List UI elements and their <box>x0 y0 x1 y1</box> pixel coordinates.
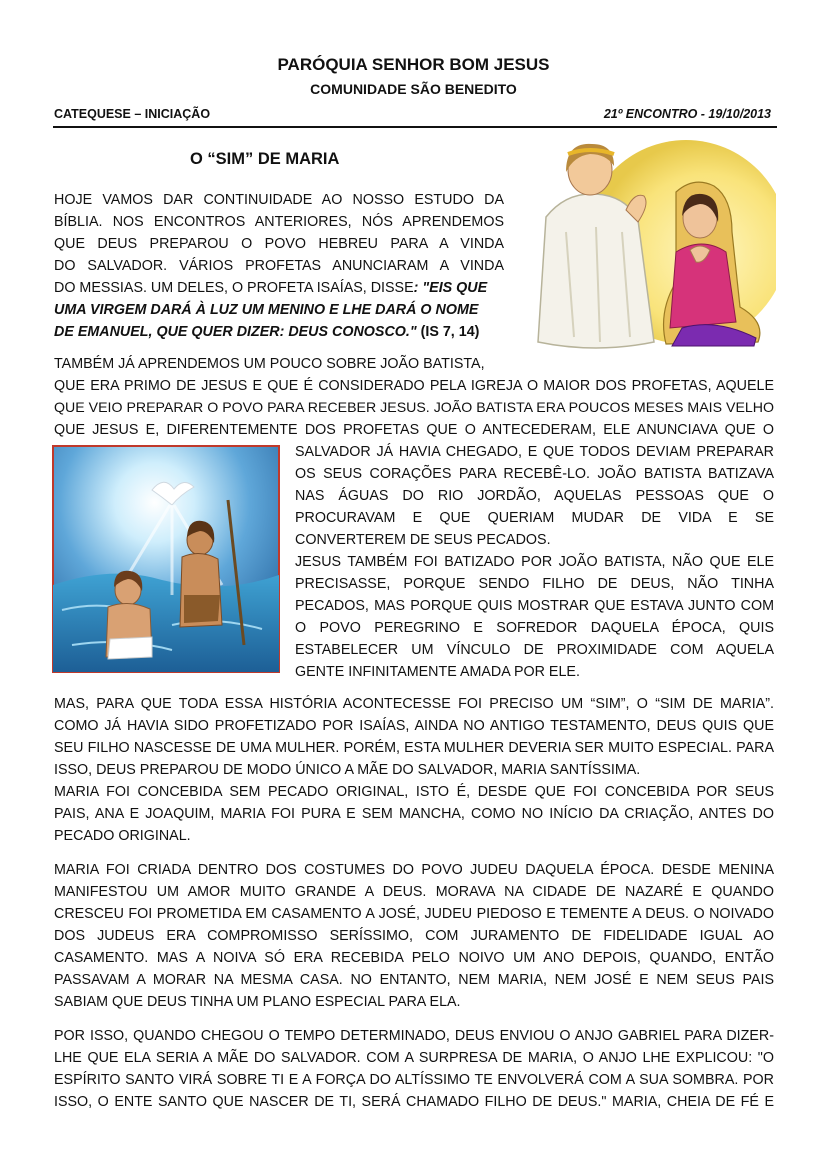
annunciation-illustration <box>526 132 776 357</box>
meeting-date-label: 21º ENCONTRO - 19/10/2013 <box>603 107 771 121</box>
paragraph-2-line-3: QUE VEIO PREPARAR O POVO PARA RECEBER JESUS. JOÃO BATISTA ERA POUCOS MESES MAIS VELHO <box>54 400 774 416</box>
paragraph-1-line-3: QUE DEUS PREPAROU O POVO HEBREU PARA A VINDA <box>54 236 504 252</box>
paragraph-1-line-5 <box>54 278 487 298</box>
paragraph-2-line-5: SALVADOR JÁ HAVIA CHEGADO, E QUE TODOS DEVIAM PREPARAR <box>295 444 774 460</box>
paragraph-3-line-5: ESTABELECER UM VÍNCULO DE PROXIMIDADE COM AQUELA <box>295 642 774 658</box>
paragraph-5-line-5: CASAMENTO. MAS A NOIVA SÓ ERA RECEBIDA PELO NOIVO UM ANO DEPOIS, QUANDO, ENTÃO <box>54 950 774 966</box>
quote-line-1: : "EIS QUE <box>413 280 488 296</box>
lesson-title: O “SIM” DE MARIA <box>190 150 340 168</box>
paragraph-1-line-1: HOJE VAMOS DAR CONTINUIDADE AO NOSSO ESTUDO DA <box>54 192 504 208</box>
paragraph-2-line-6: OS SEUS CORAÇÕES PARA RECEBÊ-LO. JOÃO BATISTA BATIZAVA <box>295 466 774 482</box>
paragraph-5-line-7: SABIAM QUE DEUS TINHA UM PLANO ESPECIAL PARA ELA. <box>54 994 461 1010</box>
paragraph-1-line-2: BÍBLIA. NOS ENCONTROS ANTERIORES, NÓS APRENDEMOS <box>54 214 504 230</box>
paragraph-4-line-6: PAIS, ANA E JOAQUIM, MARIA FOI PURA E SEM MANCHA, COMO NO INÍCIO DA CRIAÇÃO, ANTES DO <box>54 806 774 822</box>
baptism-illustration <box>52 445 280 673</box>
community-subtitle: COMUNIDADE SÃO BENEDITO <box>310 81 517 97</box>
quote-line-3: DE EMANUEL, QUE QUER DIZER: DEUS CONOSCO." <box>54 324 417 340</box>
paragraph-2-line-8: PROCURAVAM E QUE QUERIAM MUDAR DE VIDA E SE <box>295 510 774 526</box>
header-divider <box>53 126 777 128</box>
paragraph-4-line-4: ISSO, DEUS PREPAROU DE MODO ÚNICO A MÃE DO SALVADOR, MARIA SANTÍSSIMA. <box>54 762 641 778</box>
paragraph-3-line-3: PECADOS, MAS PORQUE QUIS MOSTRAR QUE ESTAVA JUNTO COM <box>295 598 774 614</box>
paragraph-4-line-2: COMO JÁ HAVIA SIDO PROFETIZADO POR ISAÍAS, AINDA NO ANTIGO TESTAMENTO, DEUS QUIS QUE <box>54 718 774 734</box>
paragraph-3-line-6: GENTE INFINITAMENTE AMADA POR ELE. <box>295 664 580 680</box>
paragraph-2-line-9: CONVERTEREM DE SEUS PECADOS. <box>295 532 551 548</box>
paragraph-4-line-3: SEU FILHO NASCESSE DE UMA MULHER. PORÉM, ESTA MULHER DEVERIA SER MUITO ESPECIAL. PARA <box>54 740 774 756</box>
paragraph-6-line-3: ESPÍRITO SANTO VIRÁ SOBRE TI E A FORÇA DO ALTÍSSIMO TE ENVOLVERÁ COM A SUA SOMBRA. POR <box>54 1072 774 1088</box>
paragraph-6-line-2: LHE QUE ELA SERIA A MÃE DO SALVADOR. COM A SURPRESA DE MARIA, O ANJO LHE EXPLICOU: "O <box>54 1050 774 1066</box>
paragraph-5-line-3: CRESCEU FOI PROMETIDA EM CASAMENTO A JOSÉ, JUDEU PIEDOSO E TEMENTE A DEUS. O NOIVADO <box>54 906 774 922</box>
paragraph-2-line-1: TAMBÉM JÁ APRENDEMOS UM POUCO SOBRE JOÃO BATISTA, <box>54 356 485 372</box>
paragraph-5-line-6: PASSAVAM A MORAR NA MESMA CASA. NO ENTANTO, NEM MARIA, NEM JOSÉ E NEM SEUS PAIS <box>54 972 774 988</box>
paragraph-2-line-7: NAS ÁGUAS DO RIO JORDÃO, AQUELAS PESSOAS QUE O <box>295 488 774 504</box>
paragraph-4-line-1: MAS, PARA QUE TODA ESSA HISTÓRIA ACONTECESSE FOI PRECISO UM “SIM”, O “SIM DE MARIA”. <box>54 696 774 712</box>
paragraph-1-line-5-text: DO MESSIAS. UM DELES, O PROFETA ISAÍAS, DISSE <box>54 280 414 296</box>
paragraph-5-line-1: MARIA FOI CRIADA DENTRO DOS COSTUMES DO POVO JUDEU DAQUELA ÉPOCA. DESDE MENINA <box>54 862 774 878</box>
quote-line-2: UMA VIRGEM DARÁ À LUZ UM MENINO E LHE DARÁ O NOME <box>54 302 479 318</box>
paragraph-3-line-1: JESUS TAMBÉM FOI BATIZADO POR JOÃO BATISTA, NÃO QUE ELE <box>295 554 774 570</box>
paragraph-2-line-4: QUE JESUS E, DIFERENTEMENTE DOS PROFETAS QUE O ANTECEDERAM, ELE ANUNCIAVA QUE O <box>54 422 774 438</box>
paragraph-5-line-4: DOS JUDEUS ERA COMPROMISSO SERÍSSIMO, COM JURAMENTO DE FIDELIDADE IGUAL AO <box>54 928 774 944</box>
paragraph-3-line-4: O POVO PEREGRINO E SOFREDOR DAQUELA ÉPOCA, QUIS <box>295 620 774 636</box>
paragraph-6-line-1: POR ISSO, QUANDO CHEGOU O TEMPO DETERMINADO, DEUS ENVIOU O ANJO GABRIEL PARA DIZER- <box>54 1028 774 1044</box>
quote-line-3-row <box>54 322 479 342</box>
paragraph-1-line-4: DO SALVADOR. VÁRIOS PROFETAS ANUNCIARAM A VINDA <box>54 258 504 274</box>
paragraph-5-line-2: MANIFESTOU UM AMOR MUITO GRANDE A DEUS. MORAVA NA CIDADE DE NAZARÉ E QUANDO <box>54 884 774 900</box>
paragraph-4-line-5: MARIA FOI CONCEBIDA SEM PECADO ORIGINAL, ISTO É, DESDE QUE FOI CONCEBIDA POR SEUS <box>54 784 774 800</box>
quote-reference: (IS 7, 14) <box>416 324 480 340</box>
parish-title: PARÓQUIA SENHOR BOM JESUS <box>277 55 550 74</box>
paragraph-3-line-2: PRECISASSE, PORQUE SENDO FILHO DE DEUS, NÃO TINHA <box>295 576 774 592</box>
paragraph-4-line-7: PECADO ORIGINAL. <box>54 828 191 844</box>
paragraph-2-line-2: QUE ERA PRIMO DE JESUS E QUE É CONSIDERADO PELA IGREJA O MAIOR DOS PROFETAS, AQUELE <box>54 378 774 394</box>
paragraph-6-line-4: ISSO, O ENTE SANTO QUE NASCER DE TI, SERÁ CHAMADO FILHO DE DEUS." MARIA, CHEIA DE FÉ E <box>54 1094 774 1110</box>
course-label: CATEQUESE – INICIAÇÃO <box>54 107 211 121</box>
